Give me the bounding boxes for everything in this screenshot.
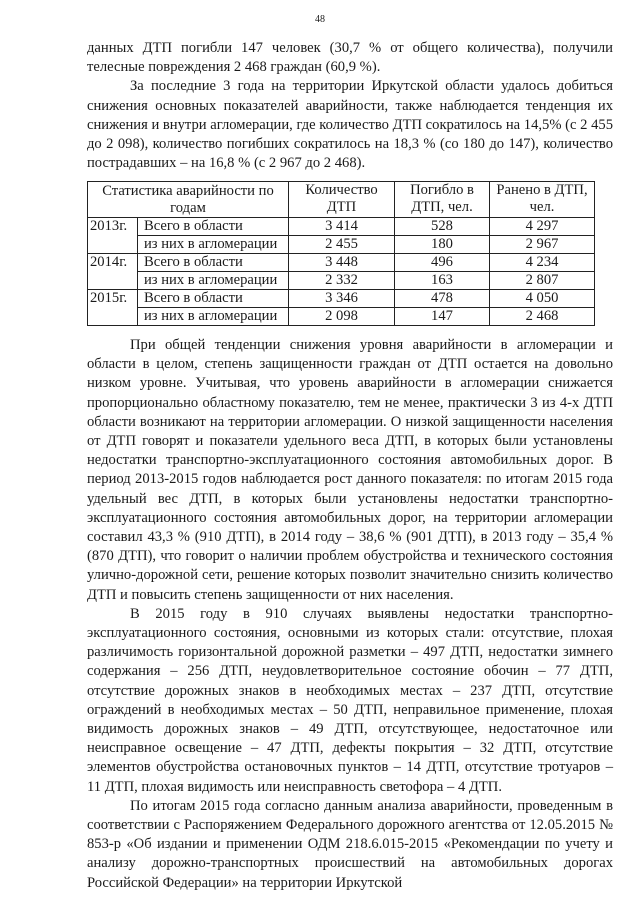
year-cell: 2015г. <box>88 290 138 326</box>
injured-cell: 2 468 <box>490 308 595 326</box>
accident-count-cell: 3 414 <box>289 218 395 236</box>
table-row <box>88 254 595 272</box>
table-row <box>88 236 595 254</box>
text-line: данных ДТП погибли 147 человек (30,7 % от общего количества), получили <box>87 40 613 56</box>
text-line: области в целом, степень защищенности граждан от ДТП остается на довольно <box>87 356 613 373</box>
paragraph <box>87 336 613 605</box>
accident-count-cell: 2 332 <box>289 272 395 290</box>
text-line: пропорционально областному показателю, тем не менее, практически 3 из 4-х <box>87 394 580 411</box>
text-line: низком уровне. Учитывая, что уровень аварийности в агломерации снижается <box>87 375 613 392</box>
text-line: различимость горизонтальной дорожной разметки – 497 ДТП, недостатки <box>87 644 558 661</box>
text-line: (с 2 455 до 2 098), количество погибших сократилось на 18,3 % (со 180 до 147), <box>87 116 613 153</box>
row-label-cell: из них в агломерации <box>138 236 289 254</box>
row-label-cell: Всего в области <box>138 290 289 308</box>
text-line: сети, решение которых позволит значительно снизить количество ДТП и <box>87 567 613 603</box>
text-line: недостаточное или неисправное освещение – 47 ДТП, дефекты покрытия – <box>87 721 613 757</box>
text-line: снижения основных показателей аварийности, также наблюдается тенденция их <box>87 97 613 114</box>
table-body <box>88 218 595 326</box>
text-line: снижения и внутри агломерации, где количество ДТП сократилось на 14,5% <box>87 116 562 133</box>
injured-cell: 2 807 <box>490 272 595 290</box>
header-accident-count: Количество ДТП <box>289 182 395 218</box>
text-line: 77 ДТП, отсутствие дорожных знаков в необходимых местах – 237 ДТП, <box>87 663 613 699</box>
text-line: наличии проблем обустройства и технического состояния улично-дорожной <box>87 548 614 584</box>
text-line: отсутствие ограждений в необходимых местах – 50 ДТП, неправильное <box>87 682 613 718</box>
row-label-cell: из них в агломерации <box>138 308 289 326</box>
row-label-cell: из них в агломерации <box>138 272 289 290</box>
row-label-cell: Всего в области <box>138 254 289 272</box>
table-row <box>88 218 595 236</box>
accident-statistics-table <box>87 181 595 326</box>
injured-cell: 4 050 <box>490 290 595 308</box>
text-line: в соответствии с Распоряжением Федерального дорожного агентства <box>87 797 613 834</box>
text-line: зимнего содержания – 256 ДТП, неудовлетворительное состояние обочин – <box>87 644 613 680</box>
accident-count-cell: 3 448 <box>289 254 395 272</box>
text-line: «Рекомендации по учету и анализу дорожно-транспортных происшествий на <box>87 836 613 872</box>
text-line: 2014 году – 38,6 % (901 ДТП), в 2013 году – 35,4 % (870 ДТП), что говорит о <box>87 529 613 565</box>
text-line: установлены недостатки транспортно-эксплуатационного состояния <box>87 490 613 526</box>
injured-cell: 4 297 <box>490 218 595 236</box>
paragraph <box>87 77 613 173</box>
page-number: 48 <box>315 14 325 25</box>
header-statistics: Статистика аварийности по годам <box>88 182 289 218</box>
year-cell: 2014г. <box>88 254 138 290</box>
injured-cell: 2 967 <box>490 236 595 254</box>
text-line: телесные повреждения 2 468 граждан (60,9 %). <box>87 59 381 76</box>
text-line: светофора – 4 ДТП. <box>379 778 502 795</box>
killed-cell: 163 <box>395 272 490 290</box>
text-line: автомобильных дорогах Российской Федерации» на территории Иркутской <box>87 855 613 891</box>
text-line: При общей тенденции снижения уровня аварийности в агломерации и <box>130 337 613 353</box>
header-killed: Погибло в ДТП, чел. <box>395 182 490 218</box>
killed-cell: 180 <box>395 236 490 254</box>
killed-cell: 147 <box>395 308 490 326</box>
paragraph <box>87 605 613 797</box>
table-row <box>88 308 595 326</box>
text-line: населения от ДТП говорят и показатели удельного веса ДТП, в которых были <box>87 413 613 450</box>
paragraph <box>87 797 613 893</box>
table-row <box>88 290 595 308</box>
text-line: от 12.05.2015 № 853-р «Об издании и применении ОДМ 218.6.015-2015 <box>87 817 614 853</box>
text-line: 32 ДТП, отсутствие элементов обустройства остановочных пунктов – 14 ДТП, <box>87 740 614 776</box>
accident-count-cell: 2 098 <box>289 308 395 326</box>
accident-count-cell: 2 455 <box>289 236 395 254</box>
text-line: повысить степень защищенности от них населения. <box>131 586 454 603</box>
text-line: По итогам 2015 года согласно данным анализа аварийности, проведенным <box>130 797 602 814</box>
text-line: установлены недостатки транспортно-эксплуатационного состояния <box>87 433 613 469</box>
text-line: отсутствие тротуаров – 11 ДТП, плохая видимость или неисправность <box>87 759 613 795</box>
text-block-top <box>87 39 613 173</box>
table-header-row <box>88 182 595 218</box>
text-line: показателя: по итогам 2015 года удельный вес ДТП, в которых были <box>87 471 613 507</box>
injured-cell: 4 234 <box>490 254 595 272</box>
killed-cell: 528 <box>395 218 490 236</box>
text-block-bottom <box>87 336 613 893</box>
text-line: количество пострадавших – на 16,8 % (с 2 967 до 2 468). <box>87 136 613 172</box>
killed-cell: 478 <box>395 290 490 308</box>
text-line: применение, плохая видимость дорожных знаков – 49 ДТП, отсутствующее, <box>87 701 613 738</box>
text-line: ДТП области возникают на территории агломерации. О низкой защищенности <box>87 394 614 430</box>
accident-count-cell: 3 346 <box>289 290 395 308</box>
row-label-cell: Всего в области <box>138 218 289 236</box>
year-cell: 2013г. <box>88 218 138 254</box>
text-line: За последние 3 года на территории Иркутской области удалось добиться <box>130 78 613 95</box>
text-line: В 2015 году в 910 случаях выявлены недостатки транспортно- <box>130 605 613 622</box>
text-line: автомобильных дорог. В период 2013-2015 годов наблюдается рост данного <box>87 452 613 488</box>
table-row <box>88 272 595 290</box>
text-line: автомобильных дорог, на территории агломерации составил 43,3 % (910 ДТП), в <box>87 509 613 546</box>
paragraph <box>87 39 613 77</box>
killed-cell: 496 <box>395 254 490 272</box>
text-line: эксплуатационного состояния, основными из которых стали: отсутствие, плохая <box>87 625 613 642</box>
header-injured: Ранено в ДТП, чел. <box>490 182 595 218</box>
